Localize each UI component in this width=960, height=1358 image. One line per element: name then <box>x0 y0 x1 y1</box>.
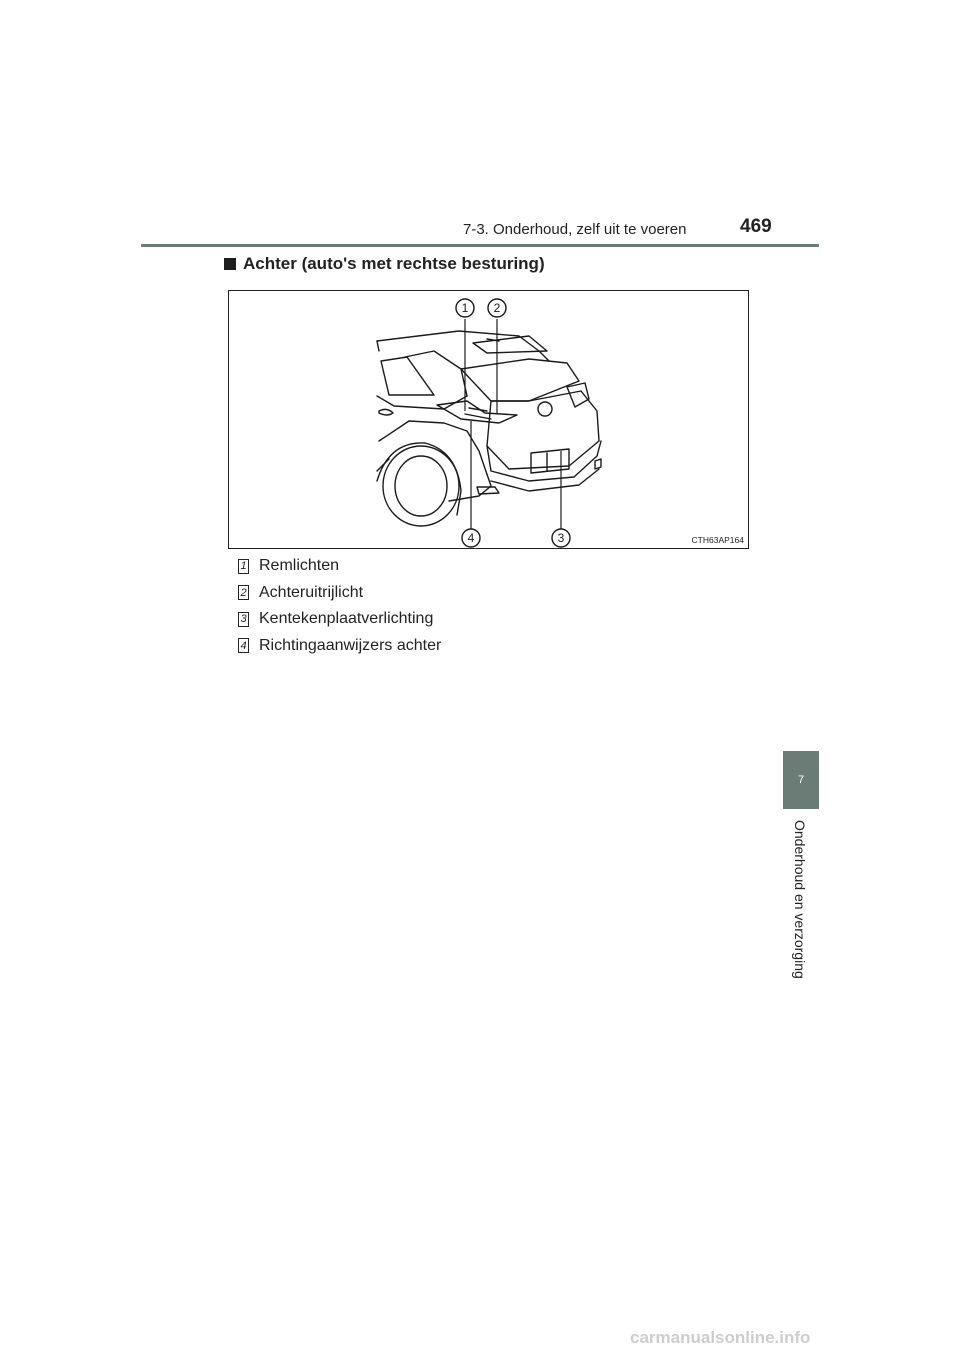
header-divider <box>141 244 819 247</box>
car-rear-drawing <box>229 291 748 548</box>
list-item-label: Kentekenplaatverlichting <box>259 610 434 628</box>
list-item <box>238 633 441 660</box>
watermark: carmanualsonline.info <box>630 1328 811 1347</box>
number-badge: 2 <box>238 585 249 600</box>
list-item <box>238 553 441 580</box>
callout-label-2: 2 <box>493 301 501 315</box>
legend-list <box>238 553 441 659</box>
page-number: 469 <box>740 216 772 237</box>
chapter-tab <box>783 751 819 809</box>
header-section-title: 7-3. Onderhoud, zelf uit te voeren <box>463 221 687 238</box>
square-bullet-icon <box>224 258 236 270</box>
chapter-title: Onderhoud en verzorging <box>792 820 808 979</box>
number-badge: 1 <box>238 559 249 574</box>
list-item-label: Richtingaanwijzers achter <box>259 636 442 654</box>
section-heading-text: Achter (auto's met rechtse besturing) <box>243 254 545 273</box>
callout-label-4: 4 <box>467 531 475 545</box>
section-heading <box>224 254 545 274</box>
figure-code: CTH63AP164 <box>691 535 744 545</box>
car-rear-illustration <box>228 290 749 549</box>
list-item-label: Achteruitrijlicht <box>259 583 364 601</box>
list-item <box>238 606 441 633</box>
callout-label-3: 3 <box>557 531 565 545</box>
list-item <box>238 580 441 607</box>
chapter-number: 7 <box>797 774 805 786</box>
callout-label-1: 1 <box>461 301 469 315</box>
number-badge: 3 <box>238 612 249 627</box>
list-item-label: Remlichten <box>259 557 340 575</box>
number-badge: 4 <box>238 638 249 653</box>
